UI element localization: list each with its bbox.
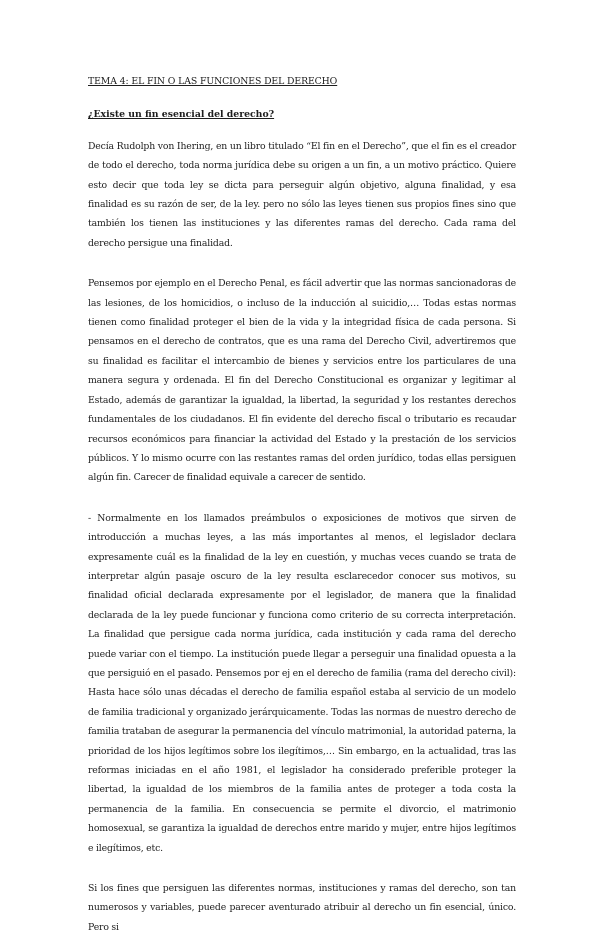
document-title: TEMA 4: EL FIN O LAS FUNCIONES DEL DERECHO (88, 76, 338, 87)
paragraph-fin-esencial: Si los fines que persiguen las diferentes normas, instituciones y ramas del derecho, son tan numerosos y variables, puede parecer aventurado atribuir al derecho un fin esencial, único. Pero si (88, 883, 516, 933)
paragraph-ramas-derecho: Pensemos por ejemplo en el Derecho Penal, es fácil advertir que las normas sancionadoras de las lesiones, de los homicidios, o incluso de la inducción al suicidio,… Todas estas normas tienen como finalidad proteger el bien de la vida y la integridad física de cada persona. Si pensamos en el derecho de contratos, que es una rama del Derecho Civil, advertiremos que su finalidad es facilitar el intercambio de bienes y servicios entre los particulares de una manera segura y ordenada. El fin del Derecho Constitucional es organizar y legitimar al Estado, además de garantizar la igualdad, la libertad, la seguridad y los restantes derechos fundamentales de los ciudadanos. El fin evidente del derecho fiscal o tributario es recaudar recursos económicos para financiar la actividad del Estado y la prestación de los servicios públicos. Y lo mismo ocurre con las restantes ramas del orden jurídico, todas ellas persiguen algún fin. Carecer de finalidad equivale a carecer de sentido. (88, 278, 516, 484)
section-heading: ¿Existe un fin esencial del derecho? (88, 109, 275, 121)
paragraph-ihering: Decía Rudolph von Ihering, en un libro titulado “El fin en el Derecho”, que el fin es el creador de todo el derecho, toda norma jurídica debe su origen a un fin, a un motivo práctico. Quiere esto decir que toda ley se dicta para perseguir algún objetivo, alguna finalidad, y esa finalidad es su razón de ser, de la ley. pero no sólo las leyes tienen sus propios fines sino que también los tienen las instituciones y las diferentes ramas del derecho. Cada rama del derecho persigue una finalidad. (88, 140, 516, 249)
paragraph-preambulos: - Normalmente en los llamados preámbulos o exposiciones de motivos que sirven de introducción a muchas leyes, a las más importantes al menos, el legislador declara expresamente cuál es la finalidad de la ley en cuestión, y muchas veces cuando se trata de interpretar algún pasaje oscuro de la ley resulta esclarecedor conocer sus motivos, su finalidad oficial declarada expresamente por el legislador, de manera que la finalidad declarada de la ley puede funcionar y funciona como criterio de su correcta interpretación. La finalidad que persigue cada norma jurídica, cada institución y cada rama del derecho puede variar con el tiempo. La institución puede llegar a perseguir una finalidad opuesta a la que persiguió en el pasado. Pensemos por ej en el derecho de familia (rama del derecho civil): Hasta hace sólo unas décadas el derecho de familia español estaba al servicio de un modelo de familia tradicional y organizado jerárquicamente. Todas las normas de nuestro derecho de familia trataban de asegurar la permanencia del vínculo matrimonial, la autoridad paterna, la prioridad de los hijos legítimos sobre los ilegítimos,… Sin embargo, en la actualidad, tras las reformas iniciadas en el año 1981, el legislador ha considerado preferible proteger la libertad, la igualdad de los miembros de la familia antes de proteger a toda costa la permanencia de la familia. En consecuencia se permite el divorcio, el matrimonio homosexual, se garantiza la igualdad de derechos entre marido y mujer, entre hijos legítimos e ilegítimos, etc. (88, 512, 516, 854)
